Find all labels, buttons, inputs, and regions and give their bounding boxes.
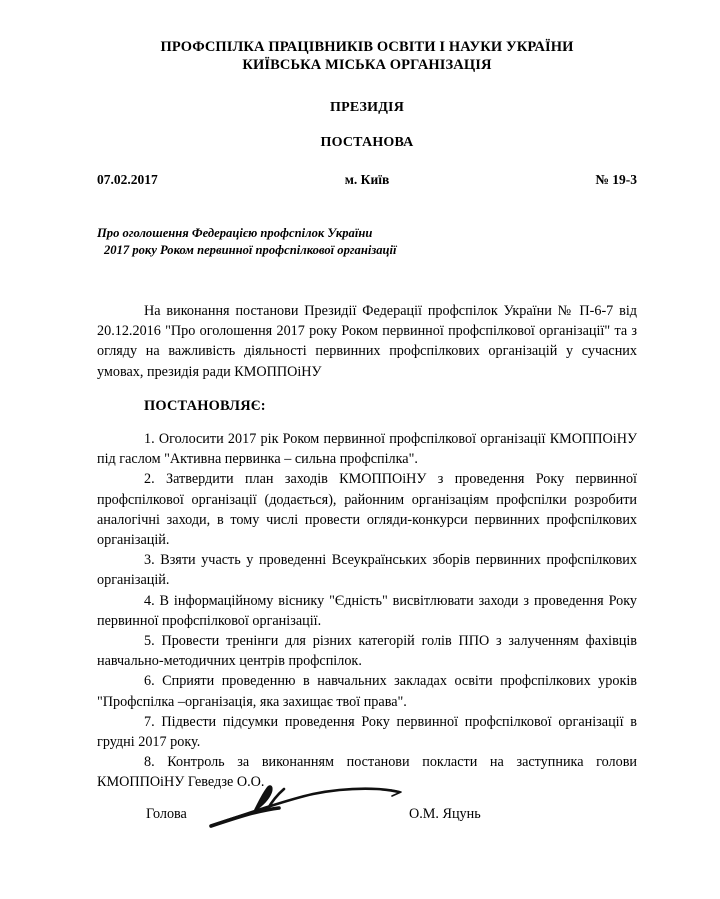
resolution-item: 2. Затвердити план заходів КМОППОіНУ з проведення Року первинної профспілкової організації (додається), районним організаціям профспілки розробити аналогічні заходи, в тому числі провести огляди-конкурси первинних профспілкових організацій. (97, 471, 637, 549)
resolution-item: 3. Взяти участь у проведенні Всеукраїнських зборів первинних профспілкових організацій. (97, 552, 637, 589)
resolution-item: 1. Оголосити 2017 рік Роком первинної профспілкової організації КМОППОіНУ під гаслом "Активна первинка – сильна профспілка". (97, 431, 637, 468)
resolution-item: 7. Підвести підсумки проведення Року первинної профспілкової організації в грудні 2017 року. (97, 713, 637, 751)
document-body (97, 301, 637, 793)
document-subject (97, 225, 637, 259)
subject-line-2: 2017 року Роком первинної профспілкової організації (104, 243, 397, 257)
resolution-items (97, 429, 637, 793)
document-city: м. Київ (344, 172, 390, 187)
document-number: № 19-3 (595, 172, 637, 187)
resolution-heading: ПОСТАНОВЛЯЄ: (144, 397, 266, 414)
document-type: ПОСТАНОВА (320, 135, 414, 150)
preamble-paragraph: На виконання постанови Президії Федерації профспілок України № П-6-7 від 20.12.2016 "Про оголошення 2017 року Роком первинної профспілкової організації" та з огляду на важливість діяльності первинних профспілкових організацій у сучасних умовах, президія ради КМОППОіНУ (97, 303, 637, 380)
body-name: ПРЕЗИДІЯ (329, 100, 405, 115)
document-date: 07.02.2017 (97, 172, 158, 187)
handwritten-signature-icon (209, 784, 409, 834)
organization-line-2: КИЇВСЬКА МІСЬКА ОРГАНІЗАЦІЯ (242, 57, 492, 73)
document-meta-row (97, 172, 637, 190)
subject-line-1: Про оголошення Федерацією профспілок України (97, 226, 373, 240)
signatory-role: Голова (146, 806, 187, 822)
signatory-name: О.М. Яцунь (409, 806, 481, 822)
resolution-item: 5. Провести тренінги для різних категорій голів ППО з залученням фахівців навчально-методичних центрів профспілок. (97, 633, 637, 670)
resolution-item: 8. Контроль за виконанням постанови покласти на заступника голови КМОППОіНУ Геведзе О.О. (97, 754, 637, 791)
resolution-item: 6. Сприяти проведенню в навчальних закладах освіти профспілкових уроків "Профспілка –організація, яка захищає твої права". (97, 673, 637, 710)
organization-line-1: ПРОФСПІЛКА ПРАЦІВНИКІВ ОСВІТИ І НАУКИ УКРАЇНИ (160, 39, 574, 55)
resolution-item: 4. В інформаційному віснику "Єдність" висвітлювати заходи з проведення Року первинної профспілкової організації. (97, 592, 637, 629)
signature-block (97, 798, 637, 858)
document-content (97, 0, 637, 793)
organization-header (97, 38, 637, 74)
